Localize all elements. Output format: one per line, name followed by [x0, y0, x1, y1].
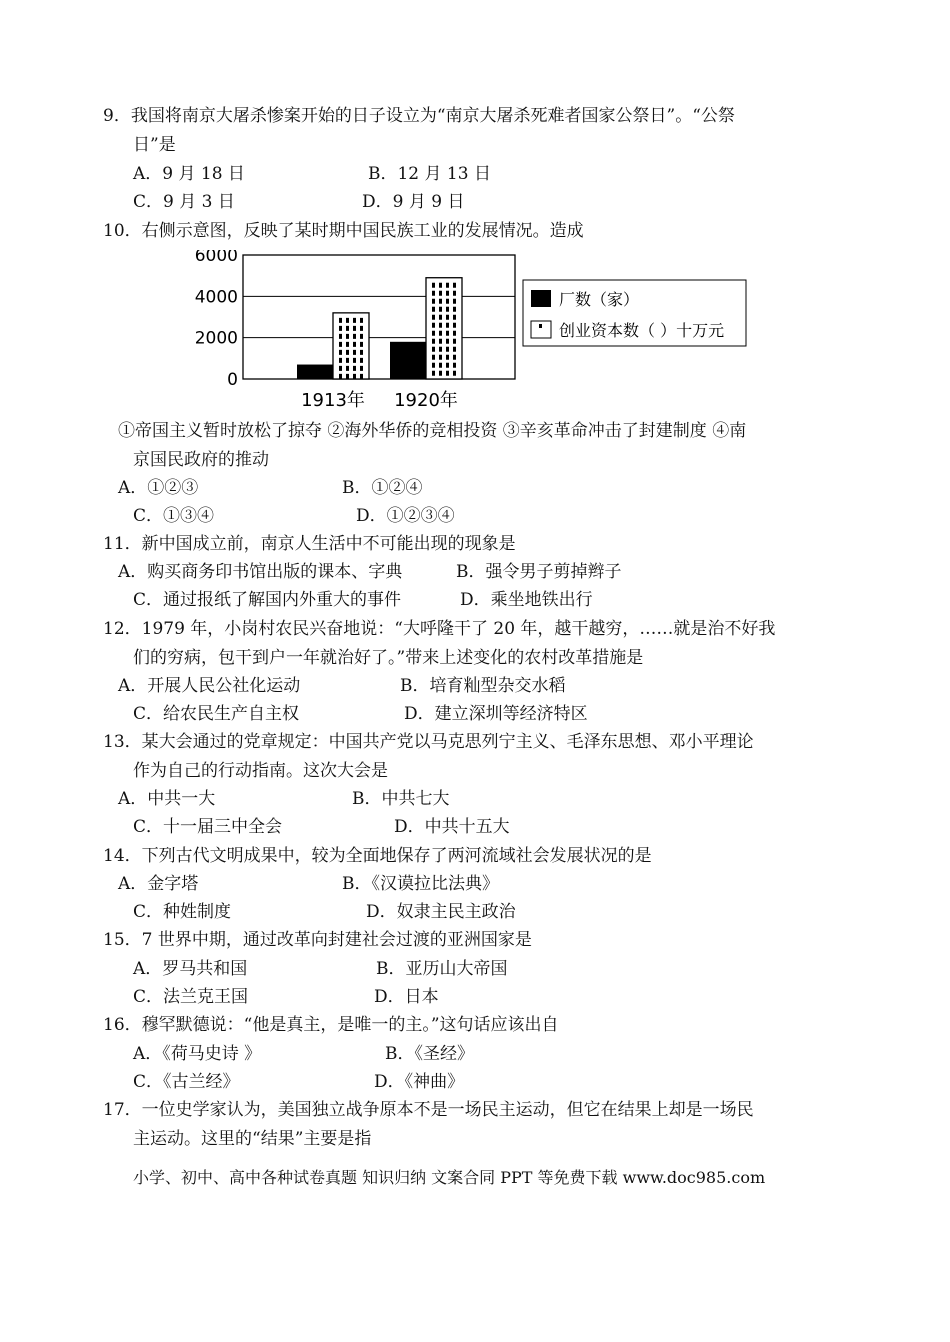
q10-option-a: A．①②③	[118, 478, 199, 498]
q9-stem-line2: 日”是	[133, 135, 176, 155]
bar-capital-window	[360, 358, 363, 363]
bar-capital-window	[346, 334, 349, 339]
q12-stem-line1: 12．1979 年，小岗村农民兴奋地说：“大呼隆干了 20 年，越干越穷，……就是治不好我	[103, 619, 776, 639]
bar-capital-window	[432, 315, 435, 320]
bar-capital-window	[453, 355, 456, 360]
bar-capital-window	[446, 347, 449, 352]
bar-capital-window	[360, 342, 363, 347]
bar-capital-window	[439, 355, 442, 360]
bar-capital-window	[453, 323, 456, 328]
bar-capital-window	[453, 347, 456, 352]
page-footer: 小学、初中、高中各种试卷真题 知识归纳 文案合同 PPT 等免费下载 www.doc985.com	[133, 1168, 766, 1187]
legend-label-capital: 创业资本数（ ）十万元	[559, 321, 725, 340]
q14-option-a: A．金字塔	[118, 874, 199, 894]
bar-capital-window	[339, 326, 342, 331]
bar-capital-body	[333, 313, 369, 379]
bar-capital-window	[432, 307, 435, 312]
q13-option-d: D．中共十五大	[394, 817, 510, 837]
bar-capital-window	[346, 366, 349, 371]
q13-stem-line1: 13．某大会通过的党章规定：中国共产党以马克思列宁主义、毛泽东思想、邓小平理论	[103, 732, 754, 752]
bar-capital-window	[432, 331, 435, 336]
bar-capital-window	[439, 291, 442, 296]
bar-capital-1	[426, 278, 462, 379]
bar-capital-window	[353, 342, 356, 347]
bar-capital-window	[432, 363, 435, 368]
q13-option-b: B．中共七大	[352, 789, 450, 809]
bar-capital-window	[439, 363, 442, 368]
q12-option-a: A．开展人民公社化运动	[118, 676, 301, 696]
bar-capital-window	[446, 299, 449, 304]
q11-option-a: A．购买商务印书馆出版的课本、字典	[118, 562, 403, 582]
bar-capital-window	[432, 339, 435, 344]
legend-swatch-factories	[531, 290, 551, 307]
q17-stem-line2: 主运动。这里的“结果”主要是指	[133, 1129, 372, 1149]
bar-capital-window	[346, 350, 349, 355]
q9-option-a: A．9 月 18 日	[133, 164, 245, 184]
q12-option-b: B．培育籼型杂交水稻	[400, 676, 566, 696]
bar-capital-window	[353, 366, 356, 371]
q14-option-b: B．《汉谟拉比法典》	[342, 874, 499, 894]
bar-capital-0	[333, 313, 369, 379]
bar-capital-window	[446, 283, 449, 288]
bar-capital-window	[446, 331, 449, 336]
bar-capital-window	[353, 350, 356, 355]
bar-capital-window	[439, 347, 442, 352]
industry-chart	[188, 250, 768, 415]
bar-capital-window	[439, 315, 442, 320]
q12-option-d: D．建立深圳等经济特区	[404, 704, 588, 724]
q10-options-line1: ①帝国主义暂时放松了掠夺 ②海外华侨的竞相投资 ③辛亥革命冲击了封建制度 ④南	[118, 421, 747, 441]
q15-stem-line1: 15．7 世界中期，通过改革向封建社会过渡的亚洲国家是	[103, 930, 532, 950]
bar-capital-window	[353, 318, 356, 323]
x-category-label: 1920年	[394, 390, 458, 411]
bar-capital-window	[439, 299, 442, 304]
q14-stem-line1: 14．下列古代文明成果中，较为全面地保存了两河流域社会发展状况的是	[103, 846, 652, 866]
bar-capital-window	[446, 323, 449, 328]
q11-option-b: B．强令男子剪掉辫子	[456, 562, 622, 582]
bar-capital-window	[360, 374, 363, 379]
q11-option-c: C．通过报纸了解国内外重大的事件	[133, 590, 402, 610]
bar-capital-window	[439, 371, 442, 376]
bar-capital-window	[346, 374, 349, 379]
bar-capital-window	[432, 299, 435, 304]
x-category-label: 1913年	[301, 390, 365, 411]
chart-bars	[297, 278, 462, 379]
bar-capital-window	[360, 318, 363, 323]
q14-option-c: C．种姓制度	[133, 902, 232, 922]
q13-stem-line2: 作为自己的行动指南。这次大会是	[133, 761, 388, 781]
q15-option-b: B．亚历山大帝国	[376, 959, 508, 979]
bar-capital-body	[426, 278, 462, 379]
bar-capital-window	[339, 366, 342, 371]
q11-option-d: D．乘坐地铁出行	[460, 590, 593, 610]
bar-capital-window	[346, 326, 349, 331]
bar-capital-window	[453, 291, 456, 296]
bar-capital-window	[432, 355, 435, 360]
bar-capital-window	[360, 326, 363, 331]
q10-option-c: C．①③④	[133, 506, 215, 526]
q10-option-d: D．①②③④	[356, 506, 455, 526]
q12-option-c: C．给农民生产自主权	[133, 704, 300, 724]
bar-capital-window	[453, 315, 456, 320]
bar-capital-window	[453, 371, 456, 376]
chart-legend	[523, 280, 746, 346]
bar-capital-window	[453, 363, 456, 368]
q13-option-c: C．十一届三中全会	[133, 817, 283, 837]
bar-capital-window	[360, 350, 363, 355]
bar-capital-window	[353, 326, 356, 331]
bar-capital-window	[353, 374, 356, 379]
bar-capital-window	[339, 318, 342, 323]
y-tick-label: 2000	[194, 328, 238, 349]
bar-capital-window	[446, 291, 449, 296]
q10-options-line2: 京国民政府的推动	[133, 450, 269, 470]
plot-frame	[243, 255, 515, 379]
bar-capital-window	[439, 331, 442, 336]
bar-capital-window	[346, 342, 349, 347]
bar-capital-window	[446, 355, 449, 360]
bar-capital-window	[353, 358, 356, 363]
bar-capital-window	[453, 331, 456, 336]
q9-option-d: D．9 月 9 日	[362, 192, 465, 212]
bar-capital-window	[453, 339, 456, 344]
q16-option-d: D．《神曲》	[374, 1072, 465, 1092]
y-tick-label: 4000	[194, 287, 238, 308]
q16-stem-line1: 16．穆罕默德说：“他是真主，是唯一的主。”这句话应该出自	[103, 1015, 559, 1035]
bar-capital-window	[339, 374, 342, 379]
bar-capital-window	[446, 307, 449, 312]
q12-stem-line2: 们的穷病，包干到户一年就治好了。”带来上述变化的农村改革措施是	[133, 648, 644, 668]
bar-capital-window	[439, 323, 442, 328]
q10-option-b: B．①②④	[342, 478, 423, 498]
bar-capital-window	[439, 307, 442, 312]
bar-capital-window	[446, 315, 449, 320]
bar-factories-1	[390, 342, 426, 379]
q10-stem-line1: 10．右侧示意图，反映了某时期中国民族工业的发展情况。造成	[103, 221, 584, 241]
bar-capital-window	[346, 318, 349, 323]
y-tick-label: 6000	[194, 250, 238, 266]
bar-capital-window	[432, 347, 435, 352]
bar-capital-window	[439, 283, 442, 288]
legend-label-factories: 厂数（家）	[559, 290, 640, 309]
q11-stem-line1: 11．新中国成立前，南京人生活中不可能出现的现象是	[103, 534, 516, 554]
chart-gridlines	[243, 296, 515, 337]
bar-capital-window	[453, 299, 456, 304]
q16-option-b: B．《圣经》	[385, 1044, 474, 1064]
bar-capital-window	[346, 358, 349, 363]
bar-capital-window	[439, 339, 442, 344]
q16-option-a: A．《荷马史诗 》	[133, 1044, 262, 1064]
q15-option-c: C．法兰克王国	[133, 987, 249, 1007]
q9-stem-line1: 9．我国将南京大屠杀惨案开始的日子设立为“南京大屠杀死难者国家公祭日”。“公祭	[103, 106, 735, 126]
bar-capital-window	[453, 283, 456, 288]
bar-capital-window	[432, 283, 435, 288]
q15-option-a: A．罗马共和国	[133, 959, 248, 979]
bar-capital-window	[353, 334, 356, 339]
y-axis-tick-labels	[195, 250, 238, 390]
q9-option-b: B．12 月 13 日	[368, 164, 491, 184]
bar-capital-window	[339, 342, 342, 347]
legend-swatch-capital	[531, 321, 551, 338]
bar-capital-window	[432, 291, 435, 296]
bar-capital-window	[339, 350, 342, 355]
bar-capital-window	[432, 323, 435, 328]
bar-capital-window	[446, 339, 449, 344]
bar-capital-window	[432, 371, 435, 376]
legend-swatch-capital-mark	[539, 324, 542, 328]
bar-capital-window	[446, 371, 449, 376]
bar-capital-window	[360, 334, 363, 339]
bar-capital-window	[446, 363, 449, 368]
bar-factories-0	[297, 365, 333, 379]
q14-option-d: D．奴隶主民主政治	[366, 902, 516, 922]
bar-capital-window	[453, 307, 456, 312]
x-axis-category-labels	[301, 389, 458, 411]
bar-capital-window	[339, 358, 342, 363]
q15-option-d: D．日本	[374, 987, 439, 1007]
bar-capital-window	[339, 334, 342, 339]
bar-capital-window	[360, 366, 363, 371]
q16-option-c: C．《古兰经》	[133, 1072, 240, 1092]
y-tick-label: 0	[227, 370, 238, 390]
q9-option-c: C．9 月 3 日	[133, 192, 235, 212]
q17-stem-line1: 17．一位史学家认为，美国独立战争原本不是一场民主运动，但它在结果上却是一场民	[103, 1100, 754, 1120]
q13-option-a: A．中共一大	[118, 789, 216, 809]
